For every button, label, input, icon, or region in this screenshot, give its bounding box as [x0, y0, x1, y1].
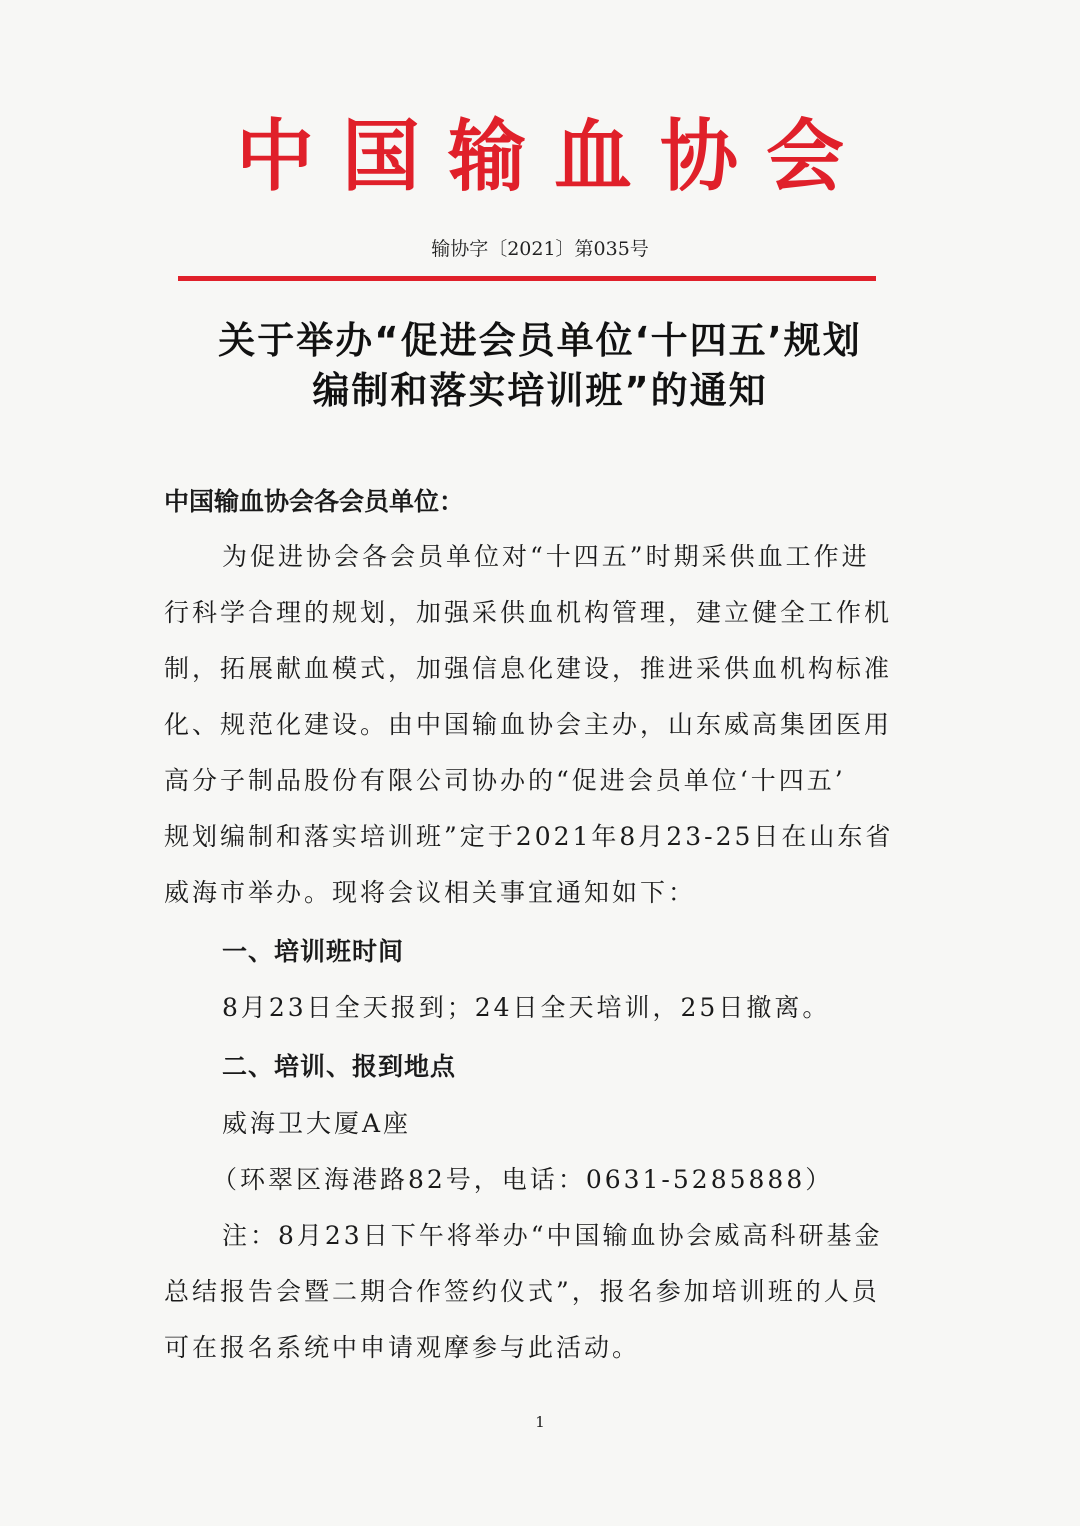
body-line: 制，拓展献血模式，加强信息化建设，推进采供血机构标准	[164, 654, 893, 683]
section-heading-location: 二、培训、报到地点	[222, 1052, 457, 1081]
notice-title	[120, 316, 960, 416]
red-divider-line	[178, 276, 876, 281]
salutation: 中国输血协会各会员单位：	[164, 487, 465, 516]
body-line: 规划编制和落实培训班”定于2021年8月23-25日在山东省	[164, 822, 894, 851]
location-address: （环翠区海港路82号，电话：0631-5285888）	[212, 1165, 834, 1194]
document-number: 输协字〔2021〕第035号	[431, 238, 649, 260]
body-line: 行科学合理的规划，加强采供血机构管理，建立健全工作机	[164, 598, 893, 627]
body-line: 化、规范化建设。由中国输血协会主办，山东威高集团医用	[164, 710, 893, 739]
body-line: 高分子制品股份有限公司协办的“促进会员单位‘十四五’	[164, 766, 846, 795]
organization-masthead: 中国输血协会	[235, 111, 872, 202]
body-line: 为促进协会各会员单位对“十四五”时期采供血工作进	[222, 542, 870, 571]
title-line-2: 编制和落实培训班”的通知	[312, 369, 768, 412]
section-heading-time: 一、培训班时间	[222, 937, 405, 966]
body-line: 威海市举办。现将会议相关事宜通知如下：	[164, 878, 697, 907]
location-name: 威海卫大厦A座	[222, 1109, 412, 1138]
title-line-1: 关于举办“促进会员单位‘十四五’规划	[218, 319, 862, 362]
note-line: 可在报名系统中申请观摩参与此活动。	[164, 1333, 641, 1362]
note-line: 注：8月23日下午将举办“中国输血协会威高科研基金	[222, 1221, 883, 1250]
note-line: 总结报告会暨二期合作签约仪式”，报名参加培训班的人员	[164, 1277, 880, 1306]
section-time-text: 8月23日全天报到；24日全天培训，25日撤离。	[222, 993, 831, 1022]
page-number: 1	[535, 1413, 545, 1431]
